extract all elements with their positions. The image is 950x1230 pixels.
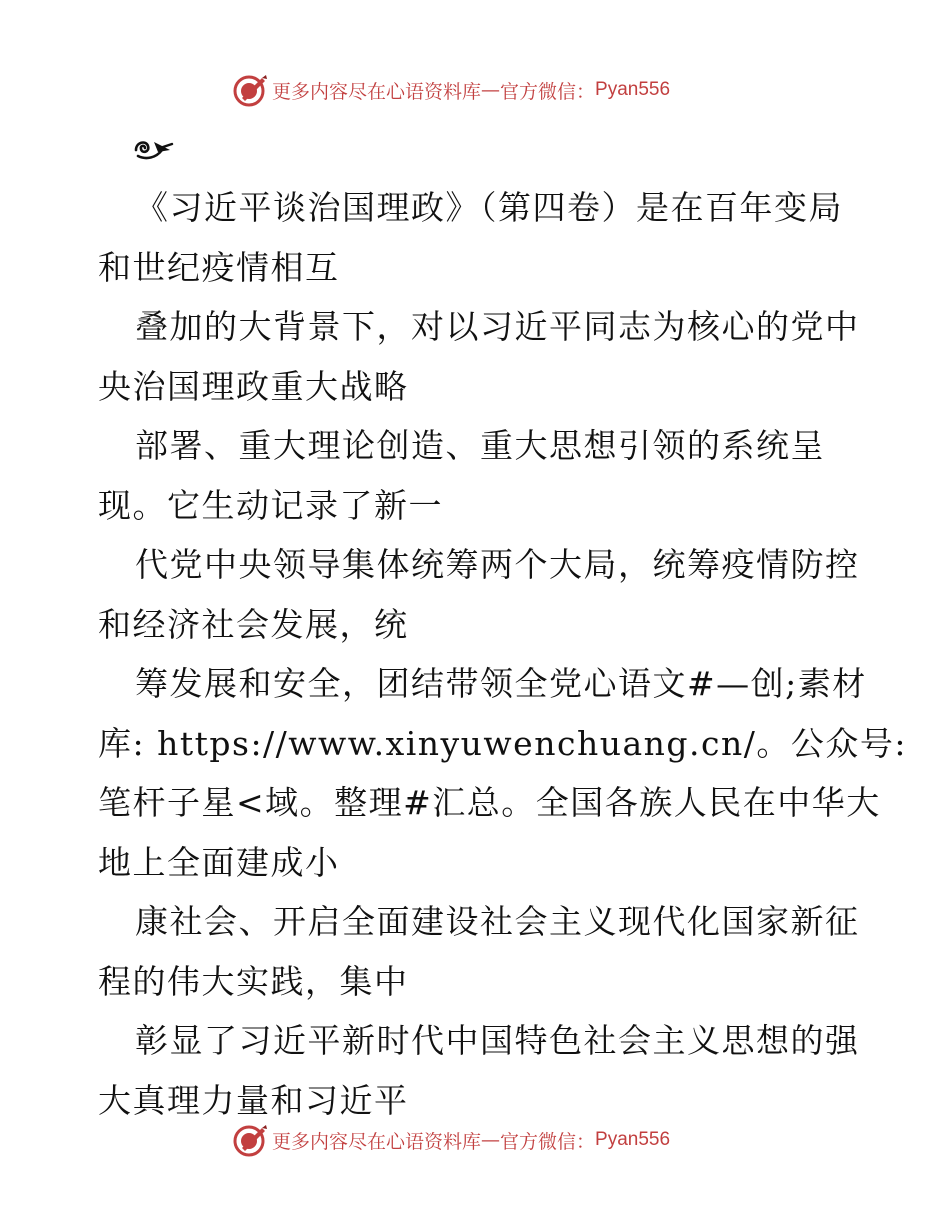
- body-line: 地上全面建成小: [98, 842, 340, 882]
- pen-logo-icon: [232, 72, 268, 108]
- watermark-wechat-label: 官方微信：: [500, 80, 596, 103]
- body-line: 叠加的大背景下，对以习近平同志为核心的党中: [135, 307, 860, 346]
- body-line: 库: https://www.xinyuwenchuang.cn/。公众号:: [98, 723, 907, 763]
- watermark-wechat-id: Pyan556: [595, 79, 671, 100]
- header-watermark: [232, 72, 670, 108]
- body-line: 和经济社会发展，统: [98, 604, 409, 644]
- body-line: 程的伟大实践，集中: [98, 961, 409, 1001]
- body-line: 彰显了习近平新时代中国特色社会主义思想的强: [135, 1021, 860, 1060]
- footer-watermark: [232, 1122, 670, 1158]
- body-line: 代党中央领导集体统筹两个大局，统筹疫情防控: [135, 545, 860, 584]
- pen-logo-icon: [232, 1122, 268, 1158]
- body-line: 大真理力量和习近平: [98, 1080, 409, 1120]
- document-body: [98, 178, 907, 1130]
- decorative-swirl-icon: [132, 134, 174, 164]
- watermark-separator: —: [481, 1129, 501, 1151]
- watermark-wechat-label: 官方微信：: [500, 1130, 596, 1153]
- body-line: 央治国理政重大战略: [98, 366, 409, 406]
- body-line: 康社会、开启全面建设社会主义现代化国家新征: [135, 902, 860, 941]
- watermark-text: 更多内容尽在心语资料库: [272, 1130, 482, 1153]
- body-line: 筹发展和安全，团结带领全党心语文#—创;素材: [135, 664, 867, 703]
- watermark-separator: —: [481, 79, 501, 101]
- watermark-wechat-id: Pyan556: [595, 1129, 671, 1150]
- body-line: 《习近平谈治国理政》（第四卷）是在百年变局: [135, 188, 843, 227]
- body-line: 现。它生动记录了新一: [98, 485, 443, 525]
- body-line: 部署、重大理论创造、重大思想引领的系统呈: [135, 426, 825, 465]
- body-line: 和世纪疫情相互: [98, 247, 340, 287]
- body-line: 笔杆子星<域。整理#汇总。全国各族人民在中华大: [98, 783, 881, 822]
- watermark-text: 更多内容尽在心语资料库: [272, 80, 482, 103]
